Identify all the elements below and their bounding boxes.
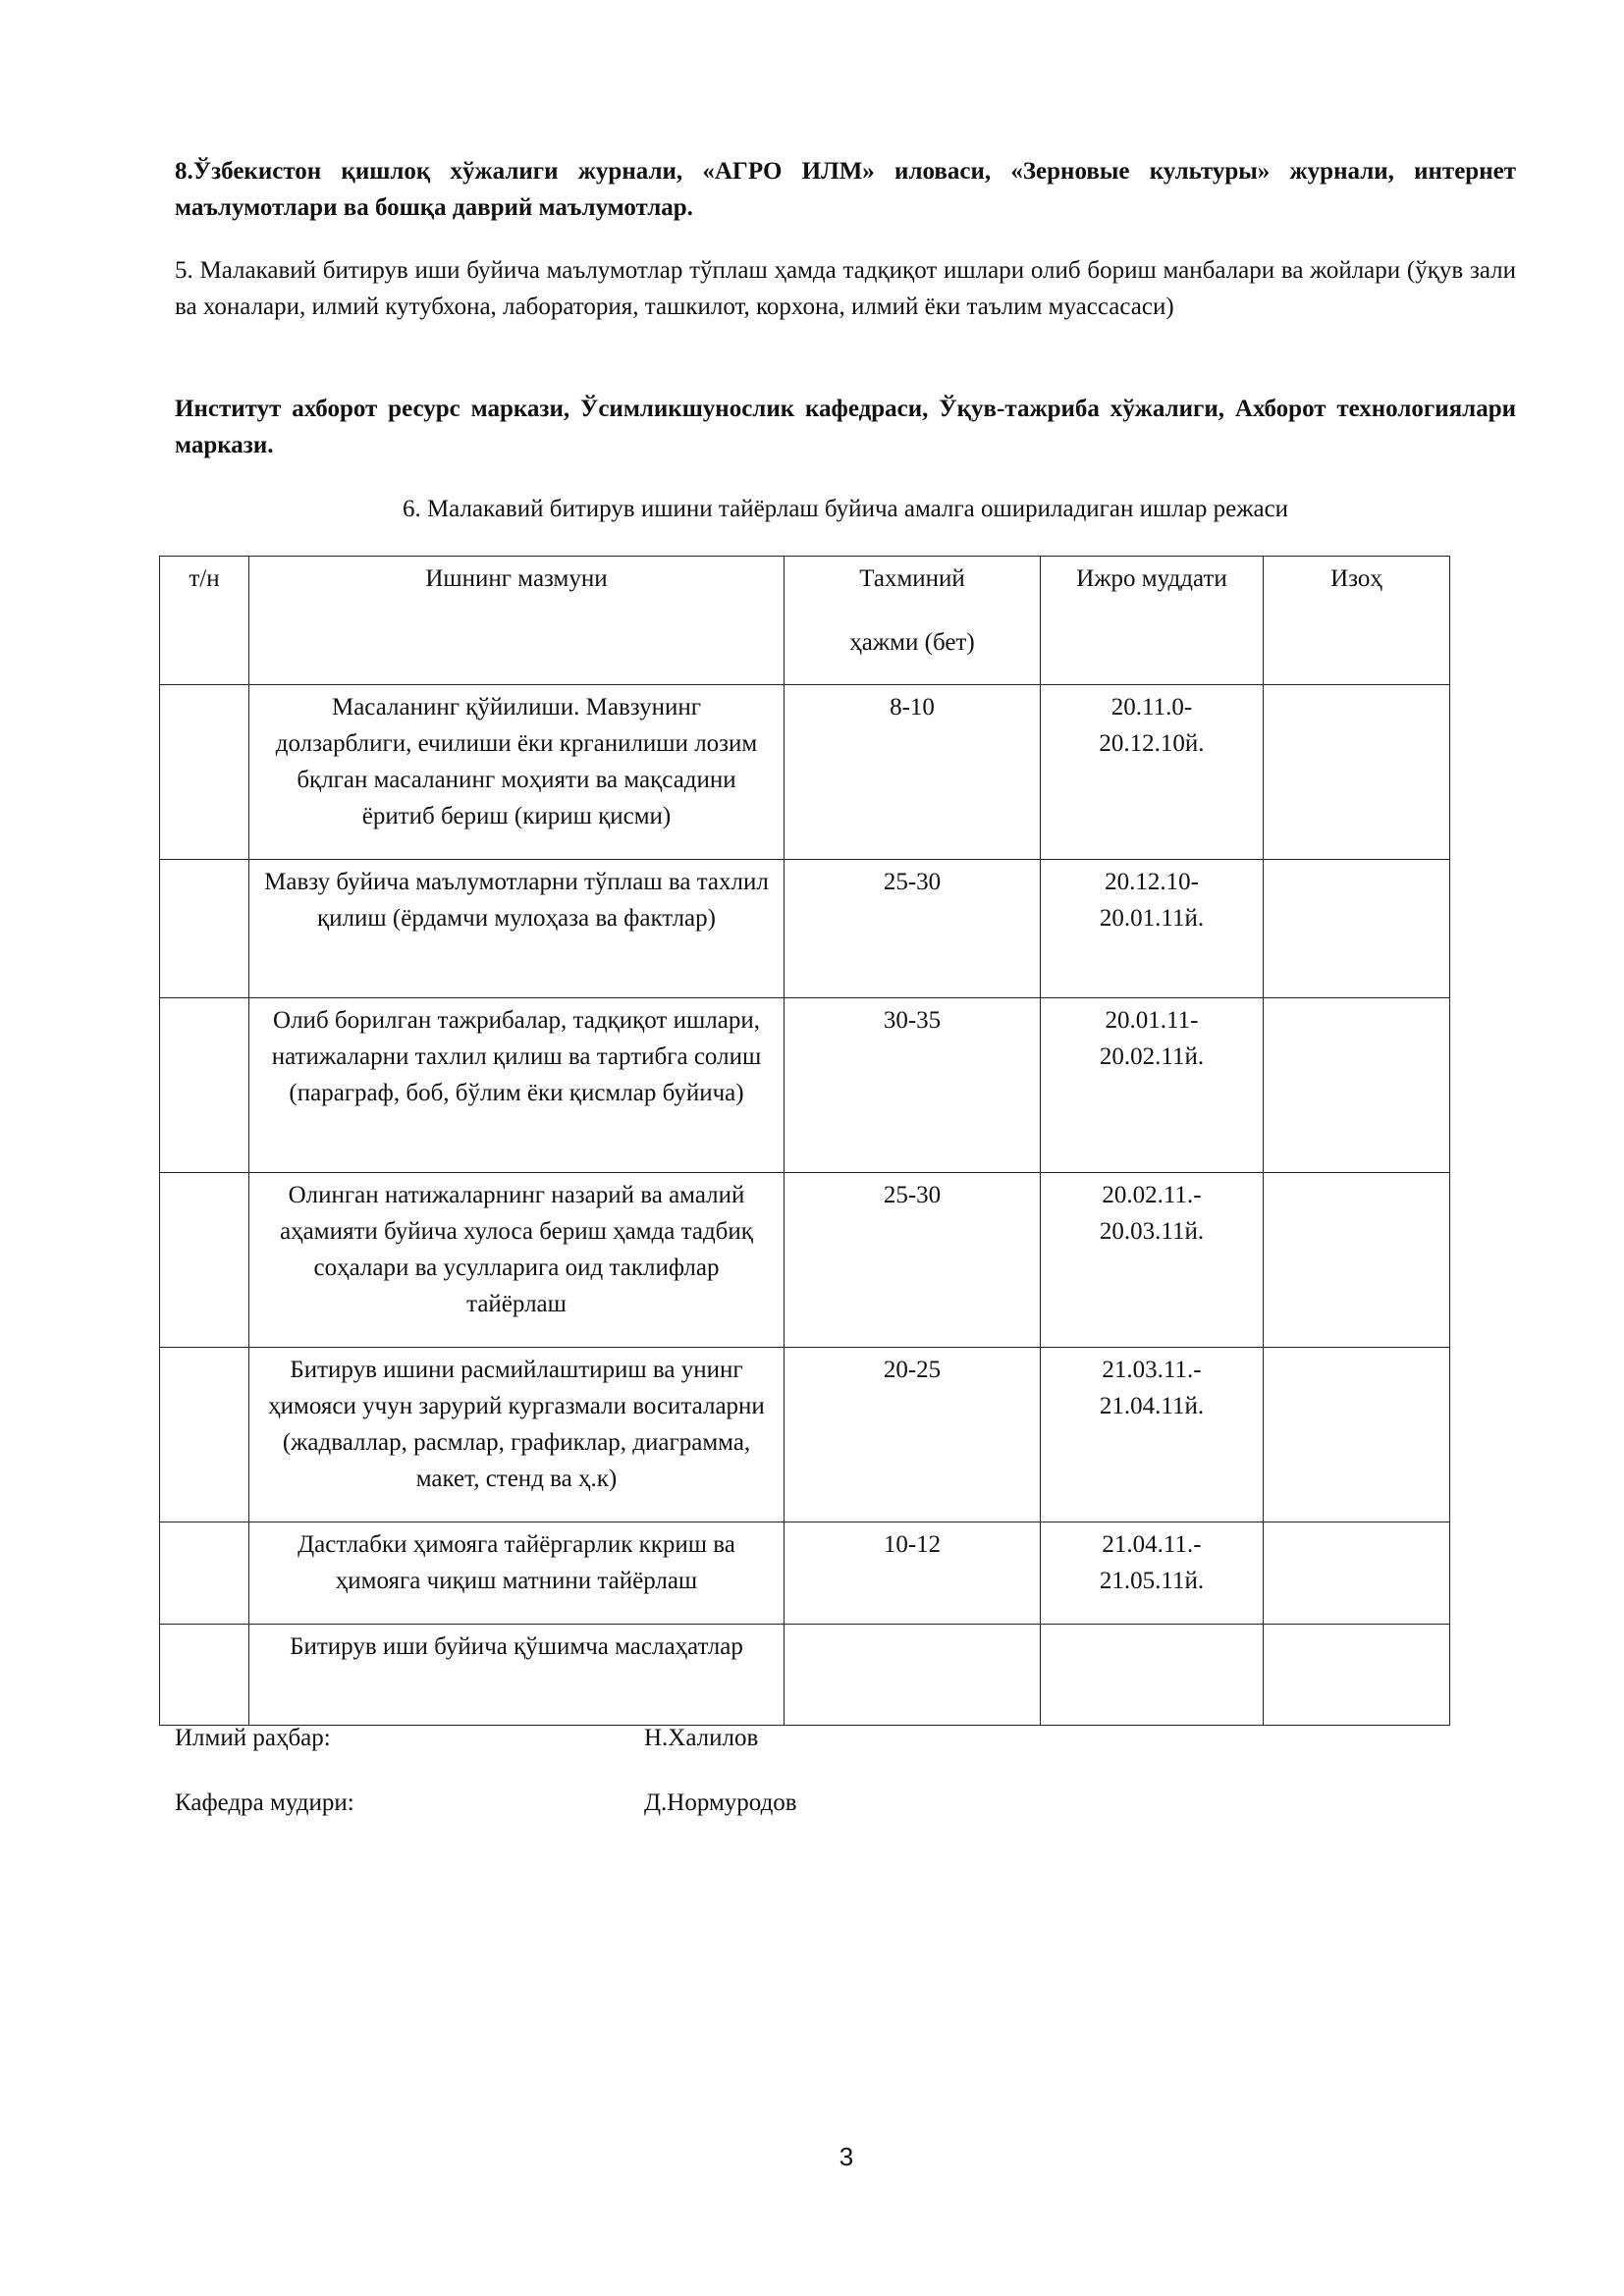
header-num: т/н [160, 557, 249, 685]
row-content: Олиб борилган тажрибалар, тадқиқот ишлари, натижаларни тахлил қилиш ва тартибга солиш (параграф, боб, бўлим ёки қисмлар буйича) [249, 998, 785, 1173]
table-row [160, 1173, 1450, 1348]
row-deadline [1041, 1348, 1264, 1522]
table-row [160, 685, 1450, 860]
row-volume: 10-12 [785, 1522, 1041, 1625]
header-volume-line2: ҳажми (бет) [849, 629, 975, 656]
advisor-name: Н.Халилов [644, 1725, 759, 1751]
row-deadline [1041, 1173, 1264, 1348]
header-volume [785, 557, 1041, 685]
header-deadline: Ижро муддати [1041, 557, 1264, 685]
deadline-end: 21.05.11й. [1099, 1568, 1205, 1594]
deadline-end: 20.02.11й. [1099, 1043, 1205, 1070]
table-row [160, 1625, 1450, 1726]
row-content: Масаланинг қўйилиши. Мавзунинг долзарблиги, ечилиши ёки крганилиши лозим бқлган масаланинг моҳияти ва мақсадини ёритиб бериш (кириш қисми) [249, 685, 785, 860]
row-deadline [1041, 1625, 1264, 1726]
row-num [160, 998, 249, 1173]
deadline-end: 21.04.11й. [1099, 1393, 1205, 1419]
row-note [1264, 1348, 1450, 1522]
sources-paragraph: 8.Ўзбекистон қишлоқ хўжалиги журнали, «АГРО ИЛМ» иловаси, «Зерновые культуры» журнали, интернет маълумотлари ва бошқа даврий маълумотлар. [175, 158, 1516, 221]
row-volume: 30-35 [785, 998, 1041, 1173]
deadline-start: 21.03.11.- [1102, 1357, 1202, 1383]
row-deadline [1041, 860, 1264, 998]
row-num [160, 1522, 249, 1625]
header-content: Ишнинг мазмуни [249, 557, 785, 685]
table-row [160, 1348, 1450, 1522]
row-note [1264, 1173, 1450, 1348]
row-content: Дастлабки ҳимояга тайёргарлик ккриш ва ҳимояга чиқиш матнини тайёрлаш [249, 1522, 785, 1625]
header-note: Изоҳ [1264, 557, 1450, 685]
row-num [160, 1625, 249, 1726]
row-note [1264, 1522, 1450, 1625]
row-volume: 25-30 [785, 1173, 1041, 1348]
row-volume [785, 1625, 1041, 1726]
deadline-start: 21.04.11.- [1102, 1531, 1202, 1558]
table-row [160, 1522, 1450, 1625]
item5-paragraph: 5. Малакавий битирув иши буйича маълумотлар тўплаш ҳамда тадқиқот ишлари олиб бориш манбалари ва жойлари (ўқув зали ва хоналари, илмий кутубхона, лаборатория, ташкилот, корхона, илмий ёки таълим муассасаси) [175, 257, 1516, 320]
row-note [1264, 860, 1450, 998]
deadline-end: 20.01.11й. [1099, 905, 1205, 932]
row-note [1264, 998, 1450, 1173]
row-num [160, 1348, 249, 1522]
header-volume-line1: Тахминий [859, 565, 965, 592]
row-deadline [1041, 998, 1264, 1173]
row-num [160, 685, 249, 860]
row-deadline [1041, 685, 1264, 860]
row-content: Олинган натижаларнинг назарий ва амалий аҳамияти буйича хулоса бериш ҳамда тадбиқ соҳалари ва усулларига оид таклифлар тайёрлаш [249, 1173, 785, 1348]
row-volume: 25-30 [785, 860, 1041, 998]
page-number: 3 [839, 2142, 854, 2171]
table-header-row [160, 557, 1450, 685]
row-note [1264, 685, 1450, 860]
table-caption: 6. Малакавий битирув ишини тайёрлаш буйича амалга ошириладиган ишлар режаси [402, 496, 1289, 522]
head-name: Д.Нормуродов [644, 1789, 797, 1816]
row-deadline [1041, 1522, 1264, 1625]
deadline-start: 20.12.10- [1105, 869, 1199, 895]
row-content: Мавзу буйича маълумотларни тўплаш ва тахлил қилиш (ёрдамчи мулоҳаза ва фактлар) [249, 860, 785, 998]
row-volume: 20-25 [785, 1348, 1041, 1522]
row-num [160, 860, 249, 998]
deadline-start: 20.02.11.- [1102, 1182, 1202, 1208]
deadline-start: 20.11.0- [1110, 694, 1193, 721]
advisor-label: Илмий раҳбар: [175, 1725, 331, 1751]
work-plan-table [159, 556, 1450, 1726]
row-volume: 8-10 [785, 685, 1041, 860]
deadline-end: 20.12.10й. [1099, 730, 1205, 757]
row-content: Битирув иши буйича қўшимча маслаҳатлар [249, 1625, 785, 1726]
row-num [160, 1173, 249, 1348]
row-content: Битирув ишини расмийлаштириш ва унинг ҳимояси учун зарурий кургазмали воситаларни (жадваллар, расмлар, графиклар, диаграмма, макет, стенд ва ҳ.к) [249, 1348, 785, 1522]
deadline-start: 20.01.11- [1105, 1007, 1199, 1034]
institute-paragraph: Институт ахборот ресурс маркази, Ўсимликшунослик кафедраси, Ўқув-тажриба хўжалиги, Ахборот технологиялари маркази. [175, 396, 1516, 458]
row-note [1264, 1625, 1450, 1726]
table-row [160, 860, 1450, 998]
head-label: Кафедра мудири: [175, 1789, 354, 1816]
table-row [160, 998, 1450, 1173]
deadline-end: 20.03.11й. [1099, 1218, 1205, 1245]
